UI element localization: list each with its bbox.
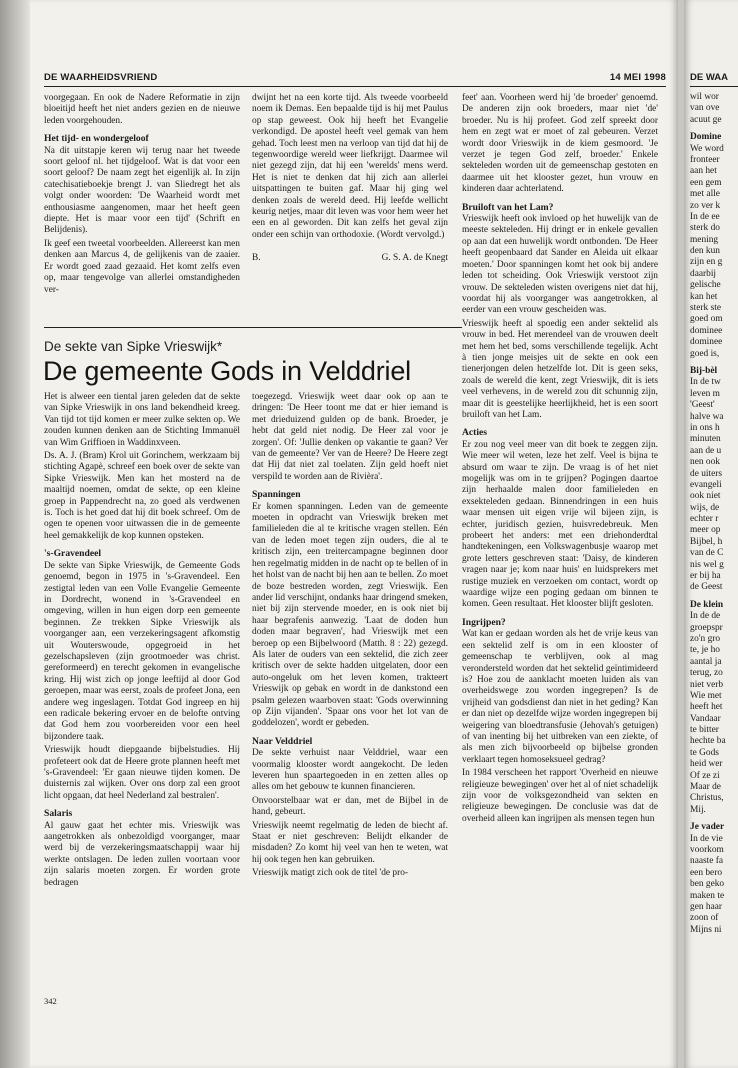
section-heading: Het tijd- en wondergeloof	[44, 133, 149, 145]
next-page-line: zijn en g	[690, 257, 723, 268]
next-page-line: aan het	[690, 166, 717, 177]
next-page-line: zo ver k	[690, 200, 721, 211]
prev-article-column-2	[252, 93, 448, 325]
next-page-line: van de C	[690, 548, 724, 559]
next-page-line: daarbij	[690, 268, 717, 279]
next-page-line: Mij.	[690, 804, 706, 815]
next-page-line: sterk do	[690, 223, 720, 234]
next-page-line: te bitter	[690, 725, 719, 736]
next-page-line: leven m	[690, 388, 720, 399]
next-page-line: van ove	[690, 103, 720, 114]
next-page-line: Mijns ni	[690, 924, 722, 935]
paragraph: Ik geef een tweetal voorbeelden. Allereerst kan men denken aan Marcus 4, de gelijkenis van de zaaier. Er wordt goed zaad gezaaid. Het komt zelfs even op, maar tengevolge van allerlei omstandigheden ver-	[44, 238, 240, 295]
next-page-line: minuten	[690, 434, 721, 445]
next-page-line: Of ze zi	[690, 770, 720, 781]
paragraph: Vrieswijk heeft al spoedig een ander sektelid als vrouw in bed. Het merendeel van de vrouwen deelt met hem het bed, soms verschillende tegelijk. Acht à tien jonge meisjes uit de sekte en ook een tienerjongen delen hetzelfde lot. Dit is geen seks, zoals de wereld die kent, zegt Vrieswijk, dit is iets veel verhevens, in de wereld zou dit schunnig zijn, maar dit is geestelijke heerlijkheid, het is een soort bruiloft van het Lam.	[462, 318, 658, 420]
article-column-3	[462, 93, 658, 993]
paragraph: Vrieswijk heeft ook invloed op het huwelijk van de meeste sekteleden. Hij dringt er in enkele gevallen op aan dat een huwelijk wordt ontbonden. 'De Heer heeft geopenbaard dat Sander en Aleida uit elkaar moeten.' Door spanningen komt het ook bij andere leden tot scheiding. Ook Vrieswijk verstoot zijn vrouw. De sekteleden wisten overigens niet dat hij, voordat hij als voorganger was aangetrokken, al eerder van een vrouw gescheiden was.	[462, 214, 658, 316]
next-page-line: Maar de	[690, 782, 721, 793]
next-page-line: 'Geest'	[690, 400, 715, 411]
next-page-line: wil wor	[690, 92, 719, 102]
next-page-line: den kun	[690, 246, 720, 257]
next-page-line: nen ook	[690, 457, 720, 468]
next-page-line: mening	[690, 234, 719, 245]
next-page-line: in ons h	[690, 422, 720, 433]
section-heading: Salaris	[44, 808, 73, 820]
paragraph: In 1984 verscheen het rapport 'Overheid en nieuwe religieuze bewegingen' over het al of niet schadelijk zijn voor de volksgezondheid van sekten en religieuze bewegingen. De conclusie was dat de overheid alleen kan ingrijpen als mensen tegen hun	[462, 768, 658, 824]
article-column-1	[44, 392, 240, 992]
signature-author: G. S. A. de Knegt	[381, 253, 448, 264]
next-page-line: zo'n gro	[690, 633, 721, 644]
next-page-line: gen haar	[690, 901, 723, 912]
magazine-page	[30, 0, 678, 1068]
next-page-line: nis wel g	[690, 559, 724, 570]
paragraph: Er komen spanningen. Leden van de gemeente moeten in opdracht van Vrieswijk breken met familieleden die al te kritische vragen stellen. Eén van de leden moet tegen zijn ouders, die al te kritisch zijn, een treitercampagne beginnen door hen regelmatig midden in de nacht op te bellen of in het holst van de nacht bij hen aan te bellen. Zo moet de boze bestreden worden, zegt Vrieswijk. Een ander lid verschijnt, ondanks haar dringend smeken, niet bij zijn stervende moeder, en is ook niet bij haar begrafenis aanwezig. 'Laat de doden hun doden maar begraven', had Vrieswijk met een beroep op een Bijbelwoord (Matth. 8 : 22) gezegd. Als later de ouders van een sektelid, die zich zeer kritisch over de sekte hadden uitgelaten, door een auto-ongeluk om het leven komen, trakteert Vrieswijk op gebak en wordt in de dankstond een psalm gelezen waarboven staat: 'Gods overwinning op Zijn vijanden'. 'Spaar ons voor het lot van de goddelozen', wordt er gebeden.	[252, 501, 448, 729]
paragraph: feet' aan. Voorheen werd hij 'de broeder' genoemd. De anderen zijn ook broeders, maar niet 'de' broeder. Nu is hij profeet. God zelf spreekt door hem en zegt wat er moet of zal gebeuren. Verzet wordt door Vrieswijk in de kiem gesmoord. 'Je verzet je tegen God zelf, broeder.' Enkele sekteleden worden uit de gemeenschap gestoten en daarmee uit het klooster gezet, hun vrouw en kinderen daar achterlatend.	[462, 93, 658, 195]
next-page-line: maken te	[690, 890, 725, 901]
next-page-line: terug, zo	[690, 668, 723, 679]
next-page-line: Vandaar	[690, 713, 721, 724]
next-page-text	[690, 92, 738, 936]
next-page-line: In de vie	[690, 833, 723, 844]
next-page-line: voorkom	[690, 845, 724, 855]
paragraph: Er zou nog veel meer van dit boek te zeggen zijn. Wie meer wil weten, leze het zelf. Veel is bijna te absurd om waar te zijn. De vraag is of het niet mogelijk was om in te grijpen? Pogingen daartoe zijn herhaalde malen door familieleden en exsekteleden gedaan. Binnendringen in een huis waar mensen uit eigen vrije wil bijeen zijn, is echter, juridisch gezien, huisvredebreuk. Men probeert het anders: met een driehonderdtal handtekeningen, een Volkswagenbusje waarop met grote letters geschreven staat: 'Daisy, de kinderen vragen naar je; kom naar huis' en luidsprekers met rustige muziek en verzoeken om contact, wordt op waardige wijze een poging gedaan om binnen te komen. Geen resultaat. Het klooster blijft gesloten.	[462, 439, 658, 610]
next-page-running-head: DE WAA	[690, 72, 728, 83]
next-page-line: dominee	[690, 337, 723, 348]
section-heading: Bruiloft van het Lam?	[462, 201, 554, 213]
signature-initial: B.	[252, 253, 261, 264]
header-rule	[44, 86, 666, 87]
next-page-line: sterk ste	[690, 303, 721, 314]
next-page-line: echter r	[690, 514, 719, 525]
next-page-line: hechte ba	[690, 736, 726, 747]
next-page-line: naaste fa	[690, 856, 724, 867]
prev-article-column-2-body	[252, 93, 448, 241]
next-page-line: Bij-bèl	[690, 365, 718, 376]
next-page-line: halve wa	[690, 411, 724, 422]
next-page-line: kan het	[690, 291, 718, 302]
running-head-date: 14 MEI 1998	[609, 72, 666, 83]
article-kicker: De sekte van Sipke Vrieswijk*	[44, 339, 223, 354]
section-heading: 's-Gravendeel	[44, 548, 102, 560]
paragraph: Het is alweer een tiental jaren geleden dat de sekte van Sipke Vrieswijk in ons land bekendheid kreeg. Van tijd tot tijd komen er meer zulke sekten op. We zouden kunnen denken aan de Stichting Immanuël van Wim Griffioen in Waddinxveen.	[44, 392, 240, 448]
next-page-line: heeft het	[690, 702, 723, 713]
next-page-line: een bero	[690, 867, 723, 878]
next-page-line: er bij ha	[690, 571, 721, 582]
section-heading: Spanningen	[252, 489, 301, 501]
next-page-line: meer op	[690, 525, 721, 536]
next-page-line: goed is,	[690, 348, 720, 359]
next-page-line: de Geest	[690, 582, 723, 593]
paragraph: Wat kan er gedaan worden als het de vrije keus van een sektelid zelf is om in een klooster of gemeenschap te verblijven, ook al mag verondersteld worden dat het sektelid geïntimideerd is? Hoe zou de aanklacht moeten luiden als van overheidswege zou worden ingegrepen? Is de vrijheid van godsdienst dan niet in het geding? Kan er dan niet op dezelfde wijze worden ingegrepen bij weigering van bloedtransfusie (Jehovah's getuigen) of van inenting bij het uitbreken van een ziekte, of als men zich bijvoorbeeld op bijbelse gronden verklaart tegen homoseksueel gedrag?	[462, 629, 658, 765]
next-page-line: In de tw	[690, 377, 721, 388]
next-page-line: In de de	[690, 611, 721, 622]
next-page-line: Christus,	[690, 793, 724, 804]
next-page-line: groepspr	[690, 622, 723, 633]
section-heading: Naar Velddriel	[252, 735, 313, 747]
next-page-line: gelische	[690, 280, 721, 291]
next-page-line: te, je ho	[690, 645, 720, 656]
next-page-line: de uiters	[690, 468, 723, 479]
signature	[252, 253, 448, 264]
next-page-header-rule	[690, 86, 738, 87]
next-page-line: aantal ja	[690, 656, 722, 667]
next-page-line: De klein	[690, 599, 724, 610]
next-page-line: fronteer	[690, 154, 720, 165]
next-page-line: met alle	[690, 189, 720, 200]
next-page-line: Wie met	[690, 690, 722, 701]
next-page-line: Je vader	[690, 822, 725, 833]
next-page-line: zoon of	[690, 913, 719, 924]
paragraph: De sekte van Sipke Vrieswijk, de Gemeente Gods genoemd, begon in 1975 in 's-Gravendeel. Een zestigtal leden van een Volle Evangelie Gemeente in Dordrecht, wonend in 's-Gravendeel en omgeving, willen in hun eigen dorp een gemeente beginnen. Ze trekken Sipke Vrieswijk als voorganger aan, een verzekeringsagent afkomstig uit Wouterswoude, opgegroeid in het gezelschapsleven (zijn grootmoeder was christ. gereformeerd) en terecht gekomen in evangelische kring. Hij wist zich op jonge leeftijd al door God geroepen, maar was eerst, zoals de profeet Jona, een andere weg ingeslagen. Totdat God ingreep en hij een radicale bekering ervoer en de belofte ontving dat God hem zou voorbereiden voor een heel bijzondere taak.	[44, 560, 240, 742]
paragraph: Vrieswijk matigt zich ook de titel 'de pro-	[252, 868, 409, 879]
next-page-line: aan de u	[690, 445, 722, 456]
next-page-line: goed om	[690, 314, 723, 325]
page-number: 342	[44, 996, 57, 1006]
next-page-line: acuut ge	[690, 114, 722, 125]
paragraph: dwijnt het na een korte tijd. Als tweede voorbeeld noem ik Demas. Een bepaalde tijd is hij met Paulus op stap geweest. Ook hij heeft het Evangelie verkondigd. De apostel heeft veel gemak van hem gehad. Toch leest men na verloop van tijd dat hij de tegenwoordige wereld weer liefkrijgt. Daarmee wil niet gezegd zijn, dat hij een 'werelds' mens werd. Het is niet te denken dat hij zich aan allerlei uitspattingen te buiten gaf. Maar hij ging wel denken zoals de wereld deed. Hij leefde wellicht keurig netjes, maar dit leven was voor hem weer het een en al geworden. Dit kan zelfs het geval zijn onder een schijn van orthodoxie. (Wordt vervolgd.)	[252, 93, 448, 240]
next-page-line: Domine	[690, 132, 722, 143]
next-page-line: ook niet	[690, 491, 721, 502]
next-page-line: evangeli	[690, 479, 722, 490]
next-page-line: heid wer	[690, 759, 723, 770]
next-page-line: te Gods	[690, 747, 719, 758]
next-page-line: In de ee	[690, 211, 720, 222]
paragraph: Vrieswijk houdt diepgaande bijbelstudies. Hij profeteert ook dat de Heere grote plannen heeft met 's-Gravendeel: 'Er gaan nieuwe tijden komen. De duisternis zal wijken. Over ons dorp zal een groot licht opgaan, dat heel Nederland zal bestralen'.	[44, 745, 240, 801]
paragraph: Al gauw gaat het echter mis. Vrieswijk was aangetrokken als onbezoldigd voorganger, maar werd bij de verzekeringsmaatschappij waar hij werkte ontslagen. De leden zullen voortaan voor zijn salaris moeten zorgen. Er worden grote bedragen	[44, 820, 240, 888]
next-page-line: Bijbel, h	[690, 536, 723, 547]
prev-article-column-1	[44, 93, 240, 325]
next-page-line: dominee	[690, 325, 723, 336]
paragraph: Onvoorstelbaar wat er dan, met de Bijbel in de hand, gebeurt.	[252, 795, 448, 818]
section-heading: Acties	[462, 427, 488, 439]
paragraph: toegezegd. Vrieswijk weet daar ook op aan te dringen: 'De Heer toont me dat er hier iemand is met drieduizend gulden op de bank. Broeder, je hebt dat geld niet nodig. De Heer zal voor je zorgen'. Of: 'Jullie denken op vakantie te gaan? Ver van de gemeente? Ver van de Heere? De Heere zegt dat Hij dat niet zal toelaten. Zijn geld hoeft niet verspild te worden aan de Rivièra'.	[252, 392, 448, 482]
next-page-line: een gem	[690, 177, 722, 188]
section-heading: Ingrijpen?	[462, 616, 506, 628]
paragraph: Na dit uitstapje keren wij terug naar het tweede soort geloof nl. het tijdgeloof. Wat is dat voor een soort geloof? De naam zegt het eigenlijk al. In zijn catechisatieboekje brengt J. van Sliedregt het als volgt onder woorden: 'De Waarheid wordt met enthousiasme aangenomen, maar het heeft geen diepte. Het is maar voor een tijd' (Schrift en Belijdenis).	[44, 145, 240, 236]
next-page-edge	[684, 0, 738, 1068]
binding-gutter	[0, 0, 30, 1068]
paragraph: Ds. A. J. (Bram) Krol uit Gorinchem, werkzaam bij stichting Agapè, schreef een boek over de sekte van Sipke Vrieswijk. Men kan het mosterd na de maaltijd noemen, omdat de sekte, op een kleine groep in Pappendrecht na, zo goed als verdwenen is. Toch is het goed dat hij dit boek schreef. Om de ogen te openen voor uitwassen die in de gemeente heel gemakkelijk de kop kunnen opsteken.	[44, 451, 240, 541]
article-title: De gemeente Gods in Velddriel	[43, 356, 411, 386]
paragraph: De sekte verhuist naar Velddriel, waar een voormalig klooster wordt aangekocht. De leden leveren hun spaartegoeden in en zetten alles op alles om het gebouw te kunnen financieren.	[252, 748, 448, 793]
running-head-title: DE WAARHEIDSVRIEND	[44, 72, 158, 83]
paragraph: voorgegaan. En ook de Nadere Reformatie in zijn bloeitijd heeft het niet anders gezien en de nieuwe leden voorgehouden.	[44, 93, 240, 126]
next-page-line: niet verb	[690, 679, 724, 690]
article-column-2	[252, 392, 448, 992]
article-separator-rule	[44, 327, 462, 328]
paragraph: Vrieswijk neemt regelmatig de leden de biecht af. Staat er niet geschreven: Belijdt elkander de misdaden? Zo komt hij veel van hen te weten, wat hij ook tegen hen kan gebruiken.	[252, 820, 448, 865]
next-page-line: We word	[690, 143, 724, 154]
next-page-line: wijs, de	[690, 502, 720, 513]
next-page-line: ben geko	[690, 879, 725, 890]
